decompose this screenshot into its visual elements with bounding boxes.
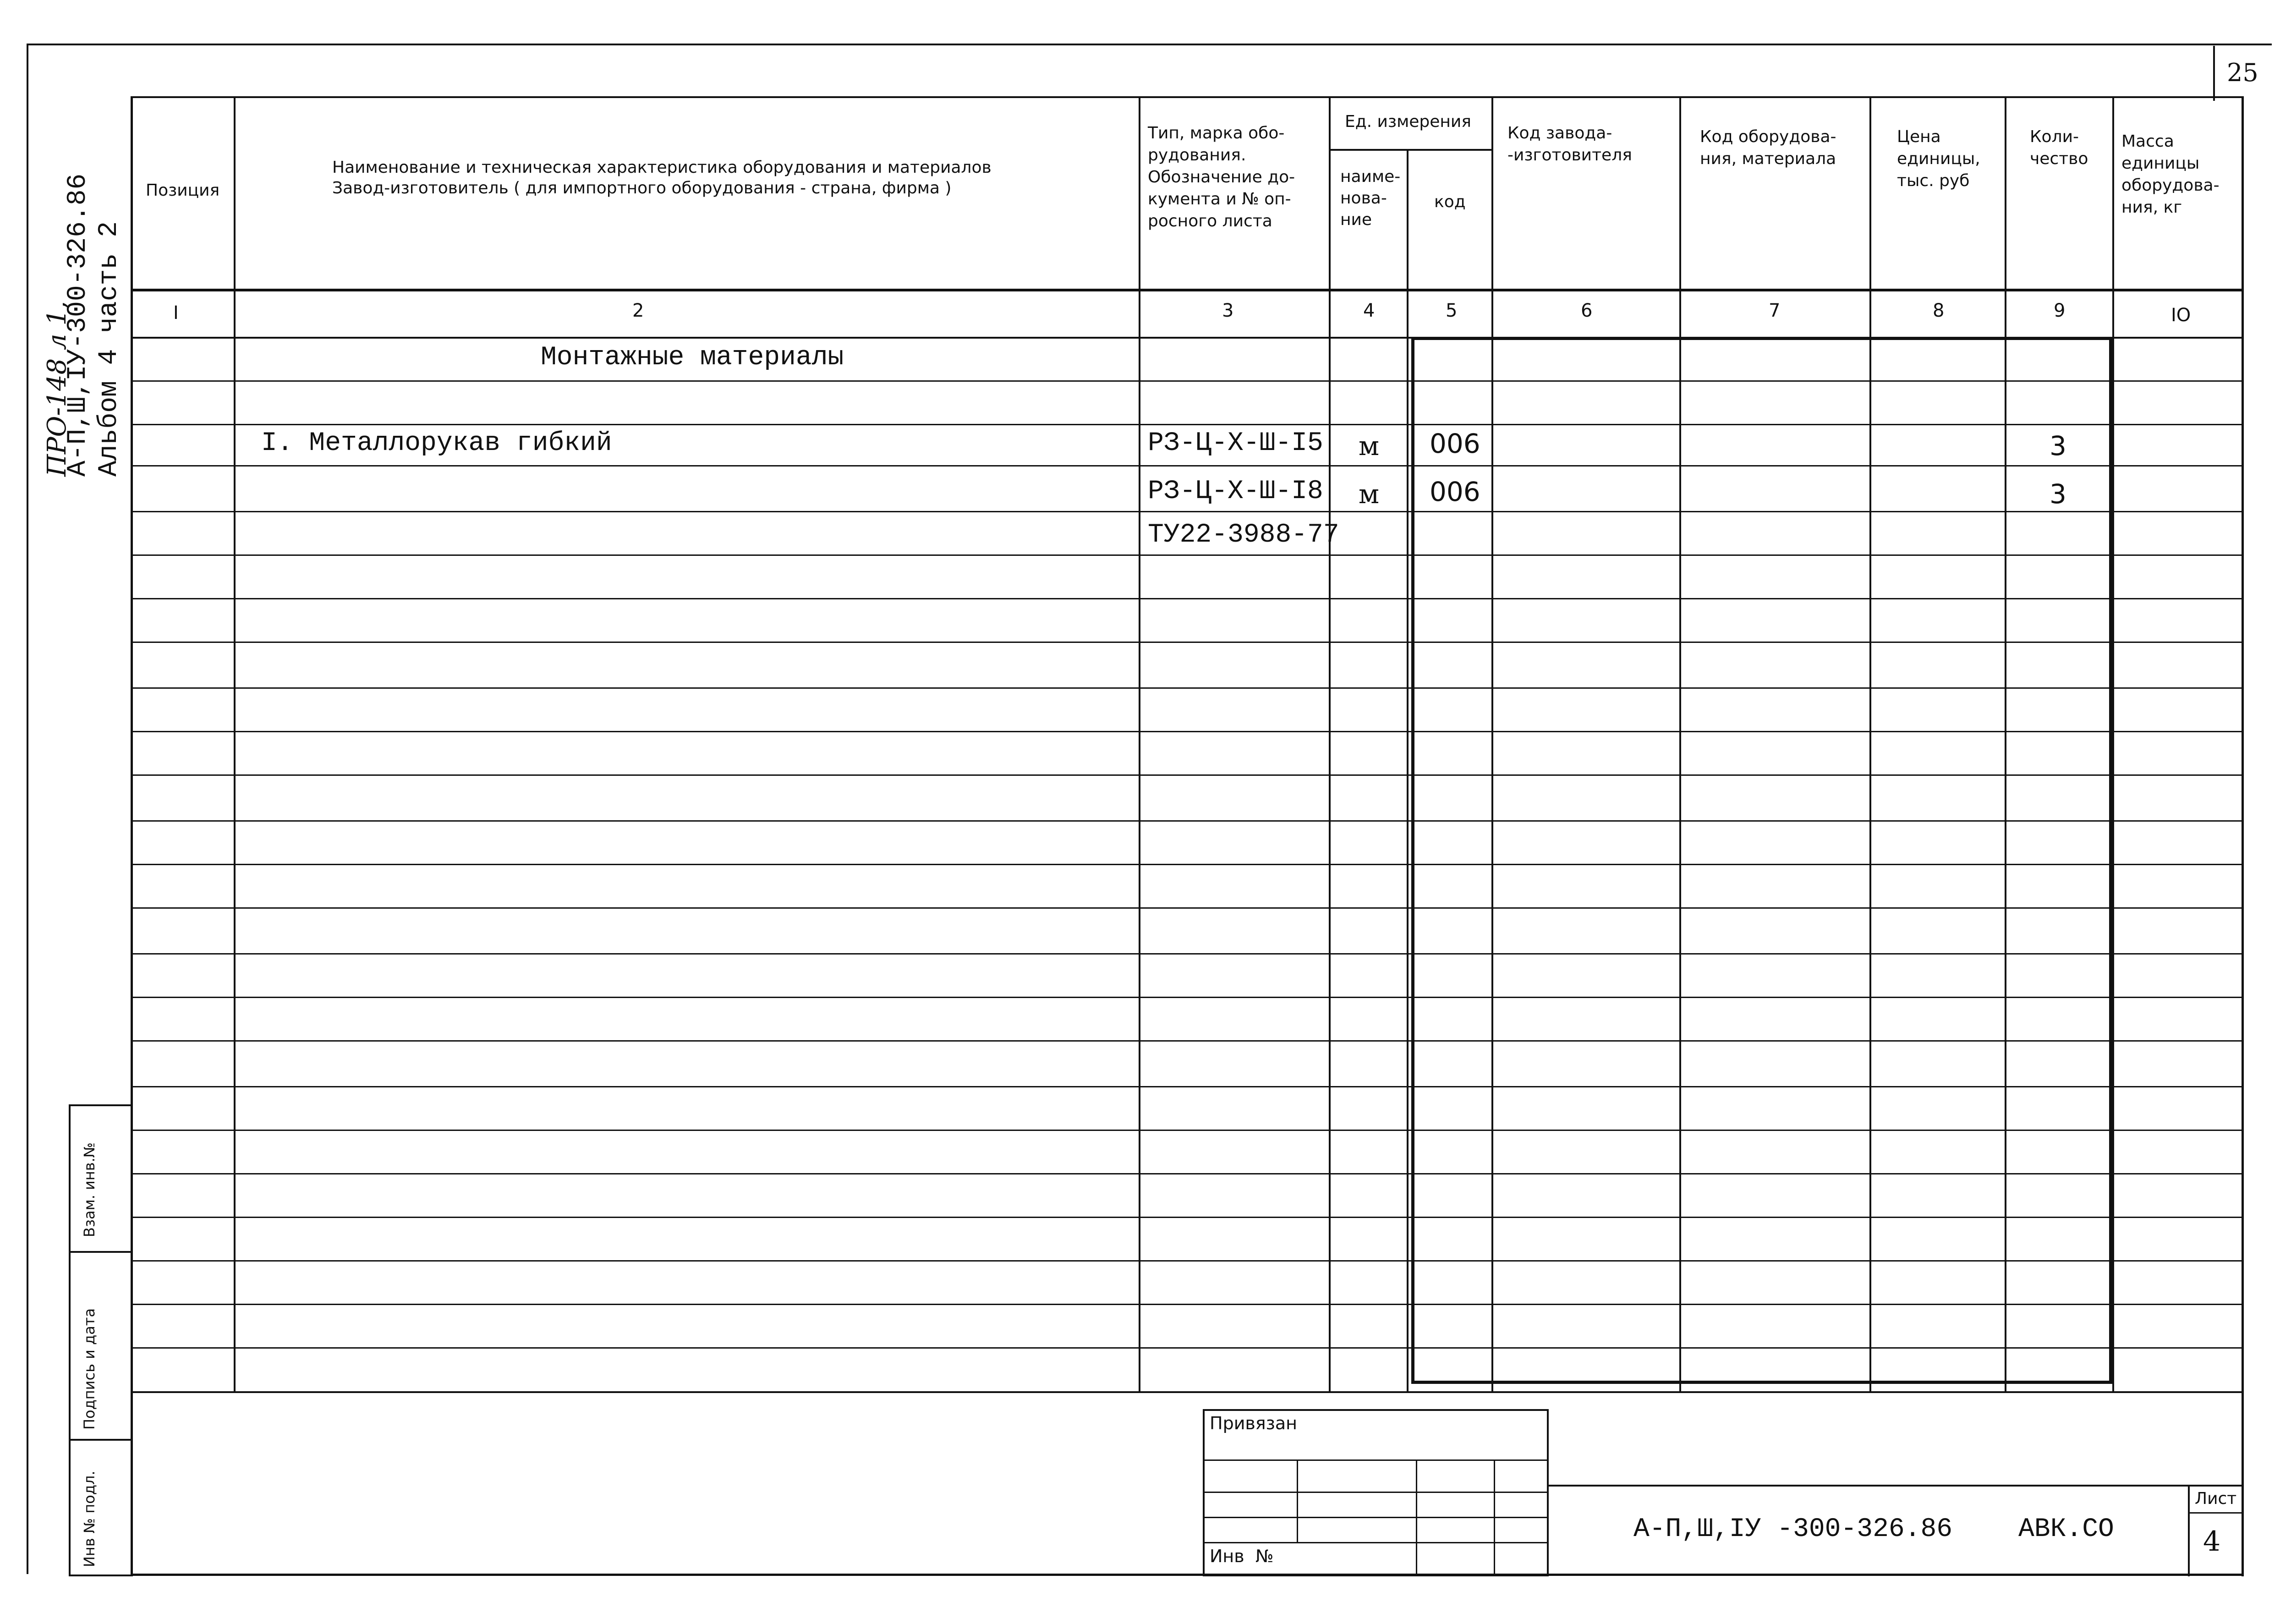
privyazan-line (1203, 1517, 1549, 1518)
row-line (131, 465, 2243, 466)
section-title: Монтажные материалы (541, 343, 844, 373)
inv-no-label: Инв № (1210, 1546, 1274, 1566)
header-position: Позиция (146, 181, 220, 200)
row-line (131, 380, 2243, 382)
col-number-9: 9 (2054, 300, 2066, 321)
privyazan-col (1416, 1459, 1417, 1576)
table-left (131, 96, 133, 1576)
stamp-inv: Инв № подл. (81, 1470, 98, 1567)
doc-code-top (1549, 1485, 2243, 1487)
item-name: I. Металлорукав гибкий (261, 428, 612, 458)
header-quantity-line1: Коли- (2030, 127, 2079, 146)
col-number-7: 7 (1769, 300, 1781, 321)
item-quantity: 3 (2050, 430, 2066, 461)
col-number-1: I (173, 302, 179, 324)
col-divider-3 (1329, 96, 1331, 1393)
header-unit-name-line2: нова- (1340, 189, 1387, 208)
header-mass-line2: единицы (2121, 154, 2200, 173)
header-type-line5: росного листа (1148, 212, 1272, 230)
stamp-strip-bottom (69, 1575, 133, 1576)
row-line (131, 642, 2243, 643)
doc-mark: АВК.СО (2018, 1514, 2114, 1544)
row-line (131, 1130, 2243, 1131)
bold-frame-cols-5-9 (1411, 337, 2112, 1384)
stamp-divider-2 (69, 1439, 133, 1441)
stamp-divider-1 (69, 1251, 133, 1253)
stamp-podpis: Подпись и дата (81, 1308, 98, 1430)
header-name-line2: Завод-изготовитель ( для импортного оборудования - страна, фирма ) (332, 179, 952, 198)
privyazan-line (1203, 1459, 1549, 1461)
header-unit-name-line1: наиме- (1340, 167, 1401, 186)
item-quantity: 3 (2050, 478, 2066, 510)
list-label: Лист (2195, 1489, 2237, 1508)
col-number-5: 5 (1446, 300, 1458, 321)
row-line (131, 1086, 2243, 1087)
frame-top (27, 44, 2272, 45)
list-box-left (2188, 1485, 2190, 1576)
row-line (131, 554, 2243, 556)
row-line (131, 598, 2243, 599)
row-line (131, 997, 2243, 998)
row-line (131, 953, 2243, 955)
header-factory-code-line2: -изготовителя (1507, 146, 1632, 165)
privyazan-label: Привязан (1210, 1413, 1297, 1433)
row-line (131, 820, 2243, 822)
privyazan-col (1494, 1459, 1495, 1576)
col-divider-2 (1139, 96, 1140, 1393)
row-line (131, 511, 2243, 512)
table-body-bottom (131, 1391, 2243, 1393)
unit-group-divider (1329, 149, 1491, 151)
privyazan-line (1203, 1492, 1549, 1493)
header-price-line2: единицы, (1897, 149, 1980, 168)
header-quantity-line2: чество (2030, 149, 2088, 168)
list-value: 4 (2203, 1525, 2221, 1558)
table-right (2242, 96, 2244, 1576)
item-unit: м (1359, 478, 1380, 510)
list-box-divider (2188, 1512, 2243, 1514)
item-type: РЗ-Ц-Х-Ш-I5 (1148, 428, 1323, 458)
header-equipment-code-line2: ния, материала (1700, 149, 1836, 168)
row-line (131, 1040, 2243, 1042)
margin-project-code: А-П,Ш,IУ-300-326.86 (63, 173, 93, 477)
item-unit-code: 006 (1430, 428, 1480, 459)
header-unit-group: Ед. измерения (1345, 112, 1471, 131)
privyazan-col (1297, 1459, 1298, 1542)
col-number-6: 6 (1581, 300, 1593, 321)
doc-code: А-П,Ш,IУ -300-326.86 (1633, 1514, 1953, 1544)
col-number-4: 4 (1363, 300, 1375, 321)
item-unit-code: 006 (1430, 476, 1480, 507)
table-top (131, 96, 2243, 98)
header-factory-code-line1: Код завода- (1507, 124, 1612, 143)
row-line (131, 907, 2243, 909)
row-line (131, 1347, 2243, 1349)
corner-number-divider (2213, 46, 2215, 101)
header-unit-name-line3: ние (1340, 210, 1372, 229)
row-line (131, 774, 2243, 776)
item-unit: м (1359, 430, 1380, 461)
header-unit-code: код (1434, 192, 1466, 211)
header-equipment-code-line1: Код оборудова- (1700, 127, 1836, 146)
item-type: РЗ-Ц-Х-Ш-I8 (1148, 477, 1323, 506)
row-line (131, 1217, 2243, 1218)
header-name-line1: Наименование и техническая характеристика оборудования и материалов (332, 158, 992, 177)
row-line (131, 1304, 2243, 1305)
stamp-strip-top (69, 1104, 133, 1106)
col-number-2: 2 (632, 300, 644, 321)
col-divider-1 (234, 96, 236, 1393)
col-number-3: 3 (1222, 300, 1234, 321)
margin-album-ref: ПРО-148 л 1, (42, 301, 72, 477)
margin-album-part: Альбом 4 часть 2 (94, 221, 124, 477)
table-bottom (131, 1574, 2244, 1576)
col-number-10: IO (2171, 305, 2191, 326)
row-line (131, 424, 2243, 425)
frame-left (27, 44, 28, 1574)
stamp-vzam: Взам. инв.№ (81, 1142, 98, 1237)
sheet-corner-number: 25 (2227, 58, 2258, 87)
header-mass-line3: оборудова- (2121, 176, 2220, 195)
header-divider (131, 289, 2243, 291)
header-type-line2: рудования. (1148, 146, 1246, 165)
header-type-line3: Обозначение до- (1148, 168, 1295, 187)
row-line (131, 1173, 2243, 1174)
header-price-line3: тыс. руб (1897, 171, 1970, 190)
row-line (131, 731, 2243, 732)
item-spec: ТУ22-3988-77 (1148, 520, 1339, 550)
header-mass-line4: ния, кг (2121, 198, 2182, 217)
col-number-8: 8 (1933, 300, 1945, 321)
header-type-line1: Тип, марка обо- (1148, 124, 1285, 143)
col-divider-9 (2112, 96, 2114, 1393)
stamp-strip-left (69, 1104, 71, 1576)
col-divider-4 (1407, 149, 1409, 1393)
row-line (131, 1260, 2243, 1262)
header-mass-line1: Масса (2121, 132, 2174, 151)
header-type-line4: кумента и № оп- (1148, 190, 1291, 208)
header-price-line1: Цена (1897, 127, 1941, 146)
privyazan-line (1203, 1542, 1549, 1543)
row-line (131, 864, 2243, 865)
row-line (131, 687, 2243, 689)
